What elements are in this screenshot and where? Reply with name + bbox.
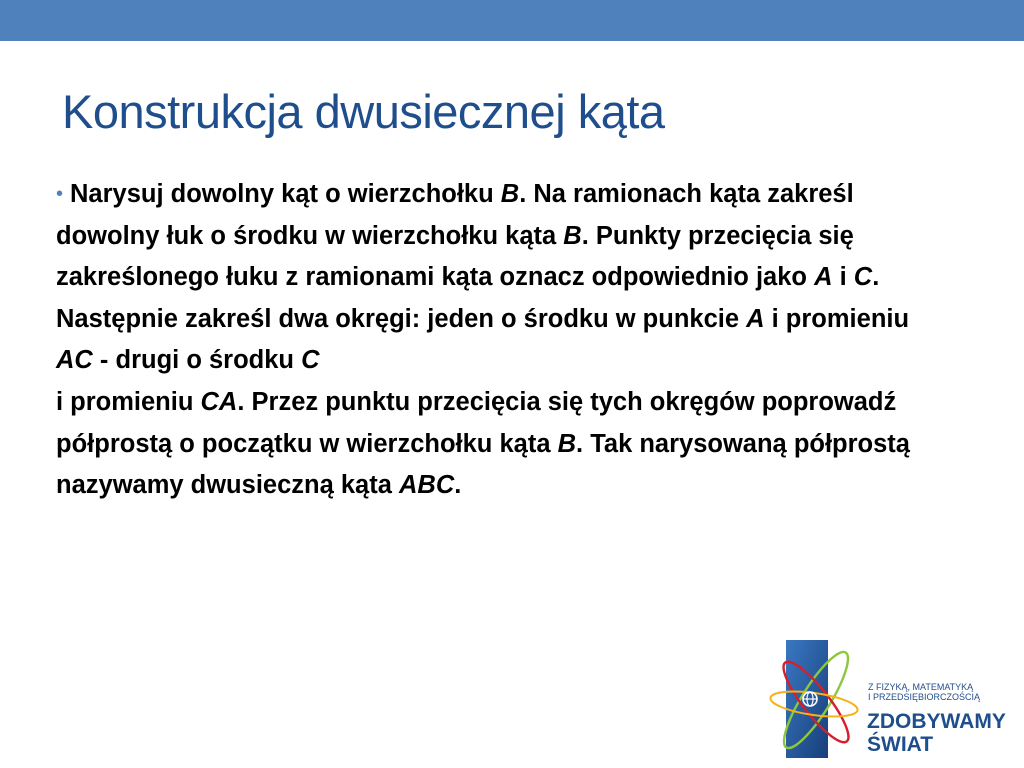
text-run: . Na ramionach kąta zakreśl dowolny łuk o środku w wierzchołku kąta (56, 180, 854, 250)
logo-caption-line: Z FIZYKĄ, MATEMATYKĄ (868, 682, 974, 692)
header-bar (0, 0, 1024, 41)
text-run: . Przez punktu przecięcia się tych okręgów poprowadź półprostą o początku w wierzchołku kąta (56, 387, 897, 458)
text-run-italic: C (853, 263, 873, 292)
logo-name (867, 710, 1006, 756)
text-run-italic: A (814, 263, 833, 292)
logo-caption-line: I PRZEDSIĘBIORCZOŚCIĄ (868, 692, 981, 702)
text-run-italic: C (301, 346, 320, 375)
logo-name-line: ŚWIAT (867, 733, 934, 756)
text-run: i promieniu (56, 387, 201, 416)
logo-name-line: ZDOBYWAMY (867, 710, 1006, 733)
text-run: i promieniu (764, 304, 910, 333)
text-run-italic: A (746, 304, 765, 333)
bullet-icon: • (56, 183, 64, 205)
text-run: i (832, 263, 854, 292)
text-run: . Następnie zakreśl dwa okręgi: jeden o środku w punkcie (56, 263, 880, 333)
text-run-italic: ABC (398, 471, 455, 500)
project-logo (768, 622, 1024, 768)
slide-title: Konstrukcja dwusiecznej kąta (62, 85, 665, 138)
logo-graphic (768, 622, 878, 768)
text-run-italic: B (563, 221, 582, 250)
text-run: Narysuj dowolny kąt o wierzchołku (70, 180, 501, 208)
text-run-italic: AC (56, 346, 93, 375)
logo-caption (868, 682, 980, 702)
text-run: . Punkty przecięcia się zakreślonego łuku z ramionami kąta oznacz odpowiednio jako (56, 221, 854, 292)
text-run: - drugi o środku (92, 346, 302, 375)
text-run-italic: CA (200, 387, 238, 416)
text-run-italic: B (500, 180, 520, 208)
text-run-italic: B (557, 429, 577, 458)
text-run: . Tak narysowaną półprostą nazywamy dwusieczną kąta (56, 429, 910, 500)
body-paragraph (56, 174, 936, 507)
text-run: . (454, 471, 462, 500)
